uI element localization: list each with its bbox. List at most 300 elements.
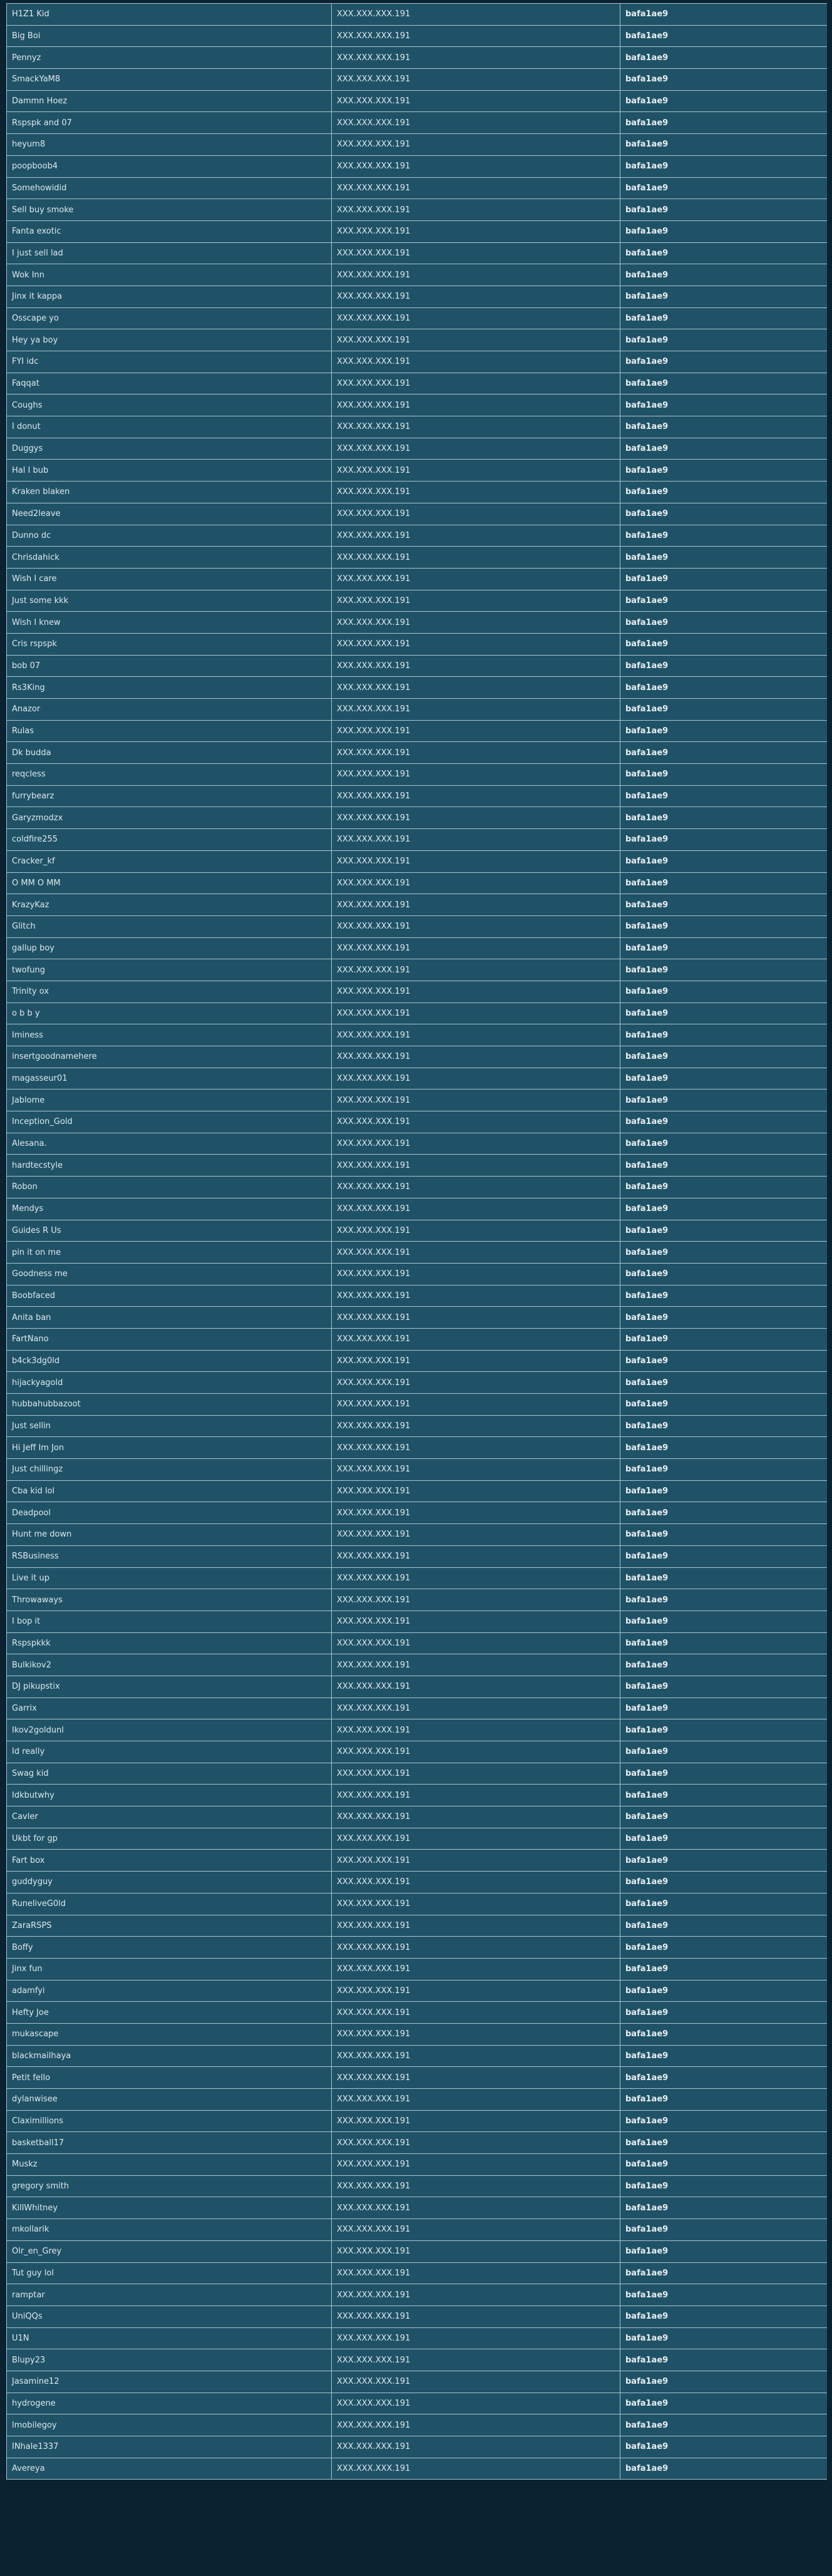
- ip-address-cell: XXX.XXX.XXX.191: [332, 1763, 620, 1785]
- hash-code-cell: bafa1ae9: [620, 1610, 828, 1632]
- username-cell: Boffy: [7, 1937, 332, 1959]
- ip-address-cell: XXX.XXX.XXX.191: [332, 1415, 620, 1437]
- table-row: [7, 590, 828, 612]
- table-row: [7, 1046, 828, 1068]
- hash-code-cell: bafa1ae9: [620, 1502, 828, 1524]
- hash-code-cell: bafa1ae9: [620, 1177, 828, 1198]
- hash-code-cell: bafa1ae9: [620, 1850, 828, 1872]
- hash-code-cell: bafa1ae9: [620, 90, 828, 112]
- table-row: [7, 2327, 828, 2349]
- username-cell: hijackyagold: [7, 1372, 332, 1394]
- hash-code-cell: bafa1ae9: [620, 1307, 828, 1329]
- ip-address-cell: XXX.XXX.XXX.191: [332, 1394, 620, 1416]
- ip-address-cell: XXX.XXX.XXX.191: [332, 829, 620, 851]
- table-row: [7, 394, 828, 416]
- table-row: [7, 199, 828, 221]
- table-row: [7, 894, 828, 916]
- table-row: [7, 90, 828, 112]
- ip-address-cell: XXX.XXX.XXX.191: [332, 2023, 620, 2045]
- hash-code-cell: bafa1ae9: [620, 2219, 828, 2241]
- username-cell: Hey ya boy: [7, 329, 332, 351]
- table-row: [7, 1133, 828, 1155]
- hash-code-cell: bafa1ae9: [620, 220, 828, 242]
- hash-code-cell: bafa1ae9: [620, 959, 828, 981]
- username-cell: Hal I bub: [7, 460, 332, 482]
- username-cell: Faqqat: [7, 373, 332, 394]
- ip-address-cell: XXX.XXX.XXX.191: [332, 850, 620, 872]
- username-cell: Need2leave: [7, 503, 332, 525]
- table-row: [7, 2284, 828, 2306]
- ip-address-cell: XXX.XXX.XXX.191: [332, 264, 620, 286]
- hash-code-cell: bafa1ae9: [620, 1676, 828, 1698]
- username-cell: adamfyi: [7, 1980, 332, 2002]
- ip-address-cell: XXX.XXX.XXX.191: [332, 1090, 620, 1111]
- username-cell: Rspspkkk: [7, 1632, 332, 1654]
- hash-code-cell: bafa1ae9: [620, 1654, 828, 1676]
- hash-code-cell: bafa1ae9: [620, 1350, 828, 1372]
- table-row: [7, 1545, 828, 1567]
- username-cell: Just some kkk: [7, 590, 332, 612]
- username-cell: Inception_Gold: [7, 1111, 332, 1133]
- ip-address-cell: XXX.XXX.XXX.191: [332, 1480, 620, 1502]
- hash-code-cell: bafa1ae9: [620, 2067, 828, 2089]
- username-cell: I donut: [7, 416, 332, 438]
- ip-address-cell: XXX.XXX.XXX.191: [332, 47, 620, 69]
- table-row: [7, 1763, 828, 1785]
- ip-address-cell: XXX.XXX.XXX.191: [332, 1698, 620, 1719]
- username-cell: I bop it: [7, 1610, 332, 1632]
- ip-address-cell: XXX.XXX.XXX.191: [332, 2197, 620, 2219]
- table-row: [7, 329, 828, 351]
- hash-code-cell: bafa1ae9: [620, 699, 828, 721]
- ip-address-cell: XXX.XXX.XXX.191: [332, 1806, 620, 1828]
- table-row: [7, 568, 828, 590]
- hash-code-cell: bafa1ae9: [620, 134, 828, 156]
- ip-address-cell: XXX.XXX.XXX.191: [332, 1307, 620, 1329]
- ip-address-cell: XXX.XXX.XXX.191: [332, 307, 620, 329]
- ip-address-cell: XXX.XXX.XXX.191: [332, 1567, 620, 1589]
- username-cell: O MM O MM: [7, 872, 332, 894]
- table-row: [7, 2067, 828, 2089]
- hash-code-cell: bafa1ae9: [620, 1937, 828, 1959]
- ip-address-cell: XXX.XXX.XXX.191: [332, 2327, 620, 2349]
- hash-code-cell: bafa1ae9: [620, 981, 828, 1002]
- username-cell: Garrix: [7, 1698, 332, 1719]
- table-row: [7, 1459, 828, 1481]
- table-row: [7, 1980, 828, 2002]
- hash-code-cell: bafa1ae9: [620, 850, 828, 872]
- hash-code-cell: bafa1ae9: [620, 2349, 828, 2371]
- hash-code-cell: bafa1ae9: [620, 2393, 828, 2414]
- ip-address-cell: XXX.XXX.XXX.191: [332, 1545, 620, 1567]
- hash-code-cell: bafa1ae9: [620, 1437, 828, 1459]
- ip-address-cell: XXX.XXX.XXX.191: [332, 2349, 620, 2371]
- username-cell: Live it up: [7, 1567, 332, 1589]
- username-cell: Rspspk and 07: [7, 112, 332, 134]
- username-cell: ramptar: [7, 2284, 332, 2306]
- table-row: [7, 1958, 828, 1980]
- hash-code-cell: bafa1ae9: [620, 1068, 828, 1090]
- username-cell: Garyzmodzx: [7, 807, 332, 829]
- username-cell: Fanta exotic: [7, 220, 332, 242]
- ip-address-cell: XXX.XXX.XXX.191: [332, 981, 620, 1002]
- username-cell: Somehowidid: [7, 177, 332, 199]
- table-row: [7, 2002, 828, 2024]
- ip-address-cell: XXX.XXX.XXX.191: [332, 2414, 620, 2436]
- ip-address-cell: XXX.XXX.XXX.191: [332, 242, 620, 264]
- username-cell: Guides R Us: [7, 1220, 332, 1242]
- table-row: [7, 2414, 828, 2436]
- hash-code-cell: bafa1ae9: [620, 1155, 828, 1177]
- username-cell: RuneliveG0ld: [7, 1893, 332, 1915]
- table-row: [7, 2154, 828, 2176]
- username-cell: Osscape yo: [7, 307, 332, 329]
- table-row: [7, 937, 828, 959]
- hash-code-cell: bafa1ae9: [620, 2262, 828, 2284]
- table-row: [7, 1937, 828, 1959]
- table-row: [7, 981, 828, 1002]
- table-row: [7, 25, 828, 47]
- table-row: [7, 1068, 828, 1090]
- hash-code-cell: bafa1ae9: [620, 829, 828, 851]
- username-cell: mukascape: [7, 2023, 332, 2045]
- ip-address-cell: XXX.XXX.XXX.191: [332, 2154, 620, 2176]
- username-cell: Swag kid: [7, 1763, 332, 1785]
- table-row: [7, 1328, 828, 1350]
- ip-address-cell: XXX.XXX.XXX.191: [332, 1459, 620, 1481]
- ip-address-cell: XXX.XXX.XXX.191: [332, 1177, 620, 1198]
- hash-code-cell: bafa1ae9: [620, 720, 828, 742]
- table-row: [7, 2240, 828, 2262]
- username-cell: DJ pikupstix: [7, 1676, 332, 1698]
- username-cell: Dammn Hoez: [7, 90, 332, 112]
- table-row: [7, 1111, 828, 1133]
- hash-code-cell: bafa1ae9: [620, 4, 828, 26]
- username-cell: gregory smith: [7, 2175, 332, 2197]
- ip-address-cell: XXX.XXX.XXX.191: [332, 590, 620, 612]
- ip-address-cell: XXX.XXX.XXX.191: [332, 220, 620, 242]
- hash-code-cell: bafa1ae9: [620, 286, 828, 307]
- username-cell: Just chillingz: [7, 1459, 332, 1481]
- hash-code-cell: bafa1ae9: [620, 1090, 828, 1111]
- username-cell: Ukbt for gp: [7, 1828, 332, 1850]
- table-row: [7, 1372, 828, 1394]
- ip-address-cell: XXX.XXX.XXX.191: [332, 177, 620, 199]
- table-row: [7, 525, 828, 547]
- table-row: [7, 1719, 828, 1741]
- ip-address-cell: XXX.XXX.XXX.191: [332, 1828, 620, 1850]
- hash-code-cell: bafa1ae9: [620, 416, 828, 438]
- hash-code-cell: bafa1ae9: [620, 112, 828, 134]
- table-row: [7, 1090, 828, 1111]
- hash-code-cell: bafa1ae9: [620, 2197, 828, 2219]
- hash-code-cell: bafa1ae9: [620, 1415, 828, 1437]
- username-cell: Deadpool: [7, 1502, 332, 1524]
- table-row: [7, 1676, 828, 1698]
- ip-address-cell: XXX.XXX.XXX.191: [332, 2393, 620, 2414]
- ip-address-cell: XXX.XXX.XXX.191: [332, 1155, 620, 1177]
- hash-code-cell: bafa1ae9: [620, 47, 828, 69]
- username-cell: Wish I care: [7, 568, 332, 590]
- hash-code-cell: bafa1ae9: [620, 25, 828, 47]
- table-row: [7, 1502, 828, 1524]
- user-table-body: [7, 4, 828, 2480]
- table-row: [7, 47, 828, 69]
- table-row: [7, 1785, 828, 1806]
- table-row: [7, 547, 828, 569]
- ip-address-cell: XXX.XXX.XXX.191: [332, 1328, 620, 1350]
- username-cell: Blupy23: [7, 2349, 332, 2371]
- ip-address-cell: XXX.XXX.XXX.191: [332, 2132, 620, 2154]
- hash-code-cell: bafa1ae9: [620, 937, 828, 959]
- table-row: [7, 69, 828, 91]
- ip-address-cell: XXX.XXX.XXX.191: [332, 2458, 620, 2480]
- ip-address-cell: XXX.XXX.XXX.191: [332, 286, 620, 307]
- username-cell: INhale1337: [7, 2436, 332, 2458]
- hash-code-cell: bafa1ae9: [620, 1372, 828, 1394]
- username-cell: Anazor: [7, 699, 332, 721]
- table-row: [7, 112, 828, 134]
- ip-address-cell: XXX.XXX.XXX.191: [332, 872, 620, 894]
- table-row: [7, 1589, 828, 1611]
- user-table: [6, 3, 827, 2480]
- table-row: [7, 2110, 828, 2132]
- hash-code-cell: bafa1ae9: [620, 2023, 828, 2045]
- hash-code-cell: bafa1ae9: [620, 1220, 828, 1242]
- ip-address-cell: XXX.XXX.XXX.191: [332, 568, 620, 590]
- ip-address-cell: XXX.XXX.XXX.191: [332, 438, 620, 460]
- table-row: [7, 1285, 828, 1307]
- table-row: [7, 2219, 828, 2241]
- username-cell: dylanwisee: [7, 2089, 332, 2111]
- hash-code-cell: bafa1ae9: [620, 633, 828, 655]
- username-cell: basketball17: [7, 2132, 332, 2154]
- username-cell: Jasamine12: [7, 2371, 332, 2393]
- username-cell: RSBusiness: [7, 1545, 332, 1567]
- ip-address-cell: XXX.XXX.XXX.191: [332, 1350, 620, 1372]
- table-row: [7, 1263, 828, 1285]
- table-row: [7, 807, 828, 829]
- username-cell: Cavler: [7, 1806, 332, 1828]
- table-row: [7, 2306, 828, 2327]
- table-row: [7, 4, 828, 26]
- username-cell: blackmailhaya: [7, 2045, 332, 2067]
- hash-code-cell: bafa1ae9: [620, 1828, 828, 1850]
- username-cell: lmobilegoy: [7, 2414, 332, 2436]
- hash-code-cell: bafa1ae9: [620, 915, 828, 937]
- table-row: [7, 1437, 828, 1459]
- ip-address-cell: XXX.XXX.XXX.191: [332, 1872, 620, 1893]
- username-cell: Rulas: [7, 720, 332, 742]
- hash-code-cell: bafa1ae9: [620, 199, 828, 221]
- hash-code-cell: bafa1ae9: [620, 568, 828, 590]
- hash-code-cell: bafa1ae9: [620, 677, 828, 699]
- table-row: [7, 1567, 828, 1589]
- table-row: [7, 1632, 828, 1654]
- ip-address-cell: XXX.XXX.XXX.191: [332, 1046, 620, 1068]
- hash-code-cell: bafa1ae9: [620, 2175, 828, 2197]
- ip-address-cell: XXX.XXX.XXX.191: [332, 155, 620, 177]
- hash-code-cell: bafa1ae9: [620, 307, 828, 329]
- username-cell: Trinity ox: [7, 981, 332, 1002]
- table-row: [7, 633, 828, 655]
- hash-code-cell: bafa1ae9: [620, 1046, 828, 1068]
- ip-address-cell: XXX.XXX.XXX.191: [332, 1589, 620, 1611]
- table-row: [7, 134, 828, 156]
- ip-address-cell: XXX.XXX.XXX.191: [332, 482, 620, 503]
- ip-address-cell: XXX.XXX.XXX.191: [332, 1893, 620, 1915]
- table-row: [7, 482, 828, 503]
- table-row: [7, 612, 828, 634]
- hash-code-cell: bafa1ae9: [620, 2284, 828, 2306]
- table-row: [7, 242, 828, 264]
- table-row: [7, 1177, 828, 1198]
- hash-code-cell: bafa1ae9: [620, 764, 828, 786]
- username-cell: Bulkikov2: [7, 1654, 332, 1676]
- ip-address-cell: XXX.XXX.XXX.191: [332, 1133, 620, 1155]
- ip-address-cell: XXX.XXX.XXX.191: [332, 525, 620, 547]
- hash-code-cell: bafa1ae9: [620, 373, 828, 394]
- table-row: [7, 785, 828, 807]
- username-cell: reqcless: [7, 764, 332, 786]
- table-row: [7, 1002, 828, 1024]
- username-cell: FYI idc: [7, 351, 332, 373]
- ip-address-cell: XXX.XXX.XXX.191: [332, 2284, 620, 2306]
- ip-address-cell: XXX.XXX.XXX.191: [332, 1850, 620, 1872]
- hash-code-cell: bafa1ae9: [620, 1567, 828, 1589]
- table-row: [7, 1893, 828, 1915]
- ip-address-cell: XXX.XXX.XXX.191: [332, 2219, 620, 2241]
- username-cell: hubbahubbazoot: [7, 1394, 332, 1416]
- table-row: [7, 2393, 828, 2414]
- username-cell: Hefty Joe: [7, 2002, 332, 2024]
- username-cell: Avereya: [7, 2458, 332, 2480]
- ip-address-cell: XXX.XXX.XXX.191: [332, 2110, 620, 2132]
- hash-code-cell: bafa1ae9: [620, 1545, 828, 1567]
- table-row: [7, 2349, 828, 2371]
- table-row: [7, 373, 828, 394]
- ip-address-cell: XXX.XXX.XXX.191: [332, 2002, 620, 2024]
- ip-address-cell: XXX.XXX.XXX.191: [332, 69, 620, 91]
- ip-address-cell: XXX.XXX.XXX.191: [332, 199, 620, 221]
- username-cell: Hi Jeff Im Jon: [7, 1437, 332, 1459]
- hash-code-cell: bafa1ae9: [620, 242, 828, 264]
- username-cell: Idkbutwhy: [7, 1785, 332, 1806]
- username-cell: insertgoodnamehere: [7, 1046, 332, 1068]
- ip-address-cell: XXX.XXX.XXX.191: [332, 1024, 620, 1046]
- ip-address-cell: XXX.XXX.XXX.191: [332, 112, 620, 134]
- table-row: [7, 2132, 828, 2154]
- table-row: [7, 264, 828, 286]
- hash-code-cell: bafa1ae9: [620, 1763, 828, 1785]
- ip-address-cell: XXX.XXX.XXX.191: [332, 677, 620, 699]
- table-row: [7, 2089, 828, 2111]
- hash-code-cell: bafa1ae9: [620, 894, 828, 916]
- ip-address-cell: XXX.XXX.XXX.191: [332, 547, 620, 569]
- hash-code-cell: bafa1ae9: [620, 1002, 828, 1024]
- hash-code-cell: bafa1ae9: [620, 1024, 828, 1046]
- ip-address-cell: XXX.XXX.XXX.191: [332, 742, 620, 764]
- table-row: [7, 1024, 828, 1046]
- table-row: [7, 1220, 828, 1242]
- ip-address-cell: XXX.XXX.XXX.191: [332, 1654, 620, 1676]
- ip-address-cell: XXX.XXX.XXX.191: [332, 1002, 620, 1024]
- username-cell: Duggys: [7, 438, 332, 460]
- username-cell: gallup boy: [7, 937, 332, 959]
- ip-address-cell: XXX.XXX.XXX.191: [332, 2067, 620, 2089]
- table-row: [7, 677, 828, 699]
- hash-code-cell: bafa1ae9: [620, 1980, 828, 2002]
- table-row: [7, 959, 828, 981]
- hash-code-cell: bafa1ae9: [620, 1133, 828, 1155]
- hash-code-cell: bafa1ae9: [620, 2371, 828, 2393]
- ip-address-cell: XXX.XXX.XXX.191: [332, 351, 620, 373]
- table-row: [7, 764, 828, 786]
- table-row: [7, 2175, 828, 2197]
- ip-address-cell: XXX.XXX.XXX.191: [332, 915, 620, 937]
- username-cell: Cba kid lol: [7, 1480, 332, 1502]
- hash-code-cell: bafa1ae9: [620, 2327, 828, 2349]
- username-cell: Jinx it kappa: [7, 286, 332, 307]
- username-cell: Kraken blaken: [7, 482, 332, 503]
- hash-code-cell: bafa1ae9: [620, 1589, 828, 1611]
- username-cell: pin it on me: [7, 1242, 332, 1264]
- ip-address-cell: XXX.XXX.XXX.191: [332, 25, 620, 47]
- username-cell: Muskz: [7, 2154, 332, 2176]
- ip-address-cell: XXX.XXX.XXX.191: [332, 1372, 620, 1394]
- hash-code-cell: bafa1ae9: [620, 807, 828, 829]
- ip-address-cell: XXX.XXX.XXX.191: [332, 894, 620, 916]
- table-row: [7, 742, 828, 764]
- ip-address-cell: XXX.XXX.XXX.191: [332, 655, 620, 677]
- table-row: [7, 1872, 828, 1893]
- ip-address-cell: XXX.XXX.XXX.191: [332, 2306, 620, 2327]
- ip-address-cell: XXX.XXX.XXX.191: [332, 699, 620, 721]
- table-row: [7, 2197, 828, 2219]
- hash-code-cell: bafa1ae9: [620, 1915, 828, 1937]
- username-cell: FartNano: [7, 1328, 332, 1350]
- username-cell: Glitch: [7, 915, 332, 937]
- hash-code-cell: bafa1ae9: [620, 2089, 828, 2111]
- username-cell: I just sell lad: [7, 242, 332, 264]
- table-row: [7, 155, 828, 177]
- hash-code-cell: bafa1ae9: [620, 1111, 828, 1133]
- username-cell: H1Z1 Kid: [7, 4, 332, 26]
- ip-address-cell: XXX.XXX.XXX.191: [332, 1502, 620, 1524]
- username-cell: Throwaways: [7, 1589, 332, 1611]
- username-cell: heyum8: [7, 134, 332, 156]
- ip-address-cell: XXX.XXX.XXX.191: [332, 785, 620, 807]
- hash-code-cell: bafa1ae9: [620, 742, 828, 764]
- table-row: [7, 416, 828, 438]
- table-row: [7, 438, 828, 460]
- table-row: [7, 720, 828, 742]
- hash-code-cell: bafa1ae9: [620, 1285, 828, 1307]
- hash-code-cell: bafa1ae9: [620, 503, 828, 525]
- hash-code-cell: bafa1ae9: [620, 1785, 828, 1806]
- hash-code-cell: bafa1ae9: [620, 482, 828, 503]
- username-cell: b4ck3dg0ld: [7, 1350, 332, 1372]
- table-row: [7, 1828, 828, 1850]
- username-cell: magasseur01: [7, 1068, 332, 1090]
- username-cell: Dk budda: [7, 742, 332, 764]
- username-cell: hydrogene: [7, 2393, 332, 2414]
- username-cell: poopboob4: [7, 155, 332, 177]
- ip-address-cell: XXX.XXX.XXX.191: [332, 807, 620, 829]
- ip-address-cell: XXX.XXX.XXX.191: [332, 373, 620, 394]
- username-cell: Big Boi: [7, 25, 332, 47]
- ip-address-cell: XXX.XXX.XXX.191: [332, 1741, 620, 1763]
